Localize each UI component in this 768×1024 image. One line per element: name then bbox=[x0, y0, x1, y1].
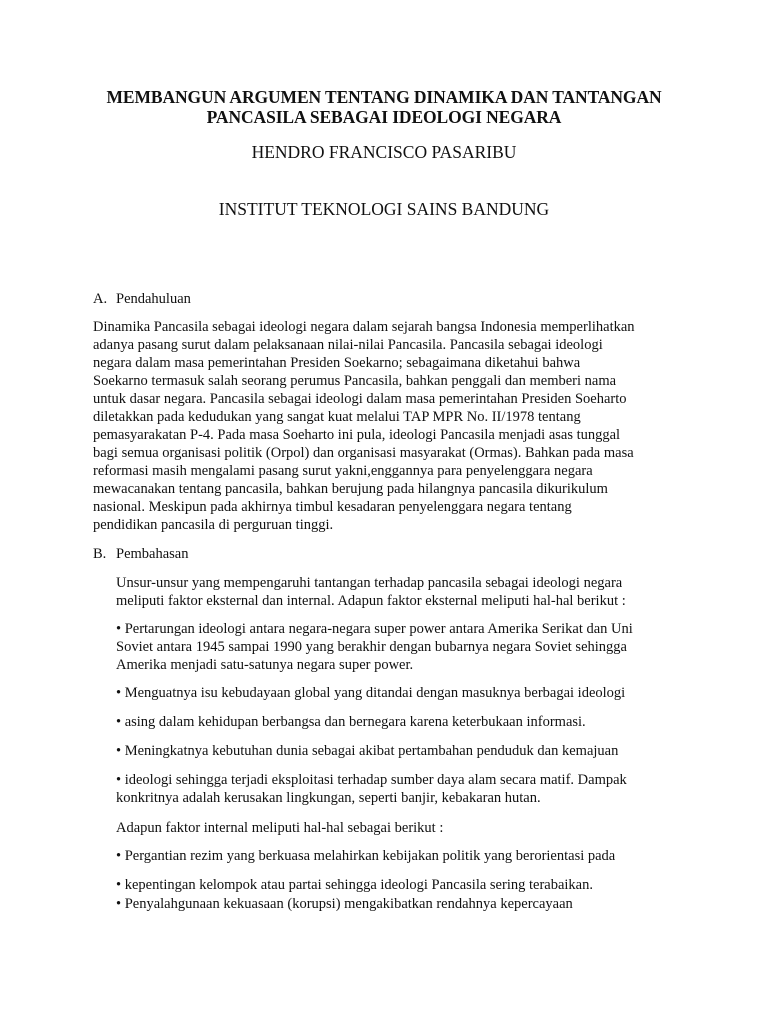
paragraph-line: diletakkan pada kedudukan yang sangat kuat melalui TAP MPR No. II/1978 tentang bbox=[93, 409, 581, 425]
section-b-heading bbox=[93, 545, 188, 563]
paragraph-line: Unsur-unsur yang mempengaruhi tantangan terhadap pancasila sebagai ideologi negara bbox=[116, 575, 623, 591]
title-line-2: PANCASILA SEBAGAI IDEOLOGI NEGARA bbox=[206, 107, 562, 127]
section-a-paragraph bbox=[93, 318, 693, 534]
bullet-line: konkritnya adalah kerusakan lingkungan, seperti banjir, kebakaran hutan. bbox=[116, 790, 541, 806]
paragraph-line: pemasyarakatan P-4. Pada masa Soeharto ini pula, ideologi Pancasila menjadi asas tunggal bbox=[93, 427, 621, 443]
paragraph-line: mewacanakan tentang pancasila, bahkan berujung pada hilangnya pancasila dikurikulum bbox=[93, 481, 608, 497]
bullet-line: • Meningkatnya kebutuhan dunia sebagai akibat pertambahan penduduk dan kemajuan bbox=[116, 743, 619, 759]
bullet-line: • ideologi sehingga terjadi eksploitasi terhadap sumber daya alam secara matif. Dampak bbox=[116, 772, 627, 788]
title-line-1: MEMBANGUN ARGUMEN TENTANG DINAMIKA DAN TANTANGAN bbox=[106, 87, 662, 107]
document-title bbox=[60, 87, 708, 127]
external-bullet-5 bbox=[116, 771, 706, 807]
paragraph-line: nasional. Meskipun pada akhirnya timbul kesadaran penyelenggara negara tentang bbox=[93, 499, 572, 515]
external-bullet-3 bbox=[116, 713, 706, 731]
institution-name: INSTITUT TEKNOLOGI SAINS BANDUNG bbox=[218, 199, 550, 219]
internal-bullet-2 bbox=[116, 876, 706, 894]
internal-bullet-3 bbox=[116, 895, 706, 913]
paragraph-line: Dinamika Pancasila sebagai ideologi negara dalam sejarah bangsa Indonesia memperlihatkan bbox=[93, 319, 635, 335]
section-b-letter: B. bbox=[93, 546, 107, 562]
bullet-line: • asing dalam kehidupan berbangsa dan bernegara karena keterbukaan informasi. bbox=[116, 714, 586, 730]
paragraph-line: reformasi masih mengalami pasang surut yakni,enggannya para penyelenggara negara bbox=[93, 463, 593, 479]
paragraph-line: meliputi faktor eksternal dan internal. Adapun faktor eksternal meliputi hal-hal berikut : bbox=[116, 593, 626, 609]
paragraph-line: bagi semua organisasi politik (Orpol) dan organisasi masyarakat (Ormas). Bahkan pada masa bbox=[93, 445, 634, 461]
section-b-intro bbox=[116, 574, 696, 610]
paragraph-line: adanya pasang surut dalam pelaksanaan nilai-nilai Pancasila. Pancasila sebagai ideologi bbox=[93, 337, 603, 353]
bullet-line: • Menguatnya isu kebudayaan global yang ditandai dengan masuknya berbagai ideologi bbox=[116, 685, 626, 701]
paragraph-line: untuk dasar negara. Pancasila sebagai ideologi dalam masa pemerintahan Presiden Soeharto bbox=[93, 391, 627, 407]
bullet-line: Soviet antara 1945 sampai 1990 yang berakhir dengan bubarnya negara Soviet sehingga bbox=[116, 639, 627, 655]
paragraph-line: Soekarno termasuk salah seorang perumus Pancasila, bahkan penggali dan memberi nama bbox=[93, 373, 617, 389]
paragraph-line: negara dalam masa pemerintahan Presiden Soekarno; sebagaimana diketahui bahwa bbox=[93, 355, 581, 371]
section-b-title: Pembahasan bbox=[116, 546, 189, 562]
paragraph-line: pendidikan pancasila di perguruan tinggi. bbox=[93, 517, 334, 533]
section-a-heading bbox=[93, 290, 191, 308]
bullet-line: • Pertarungan ideologi antara negara-negara super power antara Amerika Serikat dan Uni bbox=[116, 621, 633, 637]
author-name: HENDRO FRANCISCO PASARIBU bbox=[251, 142, 517, 162]
bullet-line: Amerika menjadi satu-satunya negara super power. bbox=[116, 657, 414, 673]
bullet-line: • Pergantian rezim yang berkuasa melahirkan kebijakan politik yang berorientasi pada bbox=[116, 848, 616, 864]
bullet-line: • Penyalahgunaan kekuasaan (korupsi) mengakibatkan rendahnya kepercayaan bbox=[116, 896, 573, 912]
internal-bullet-1 bbox=[116, 847, 706, 865]
paragraph-line: Adapun faktor internal meliputi hal-hal sebagai berikut : bbox=[116, 820, 444, 836]
internal-intro bbox=[116, 819, 706, 837]
external-bullet-4 bbox=[116, 742, 706, 760]
external-bullet-2 bbox=[116, 684, 706, 702]
external-bullet-1 bbox=[116, 620, 706, 674]
section-a-title: Pendahuluan bbox=[116, 291, 191, 307]
section-a-letter: A. bbox=[93, 291, 108, 307]
bullet-line: • kepentingan kelompok atau partai sehingga ideologi Pancasila sering terabaikan. bbox=[116, 877, 593, 893]
